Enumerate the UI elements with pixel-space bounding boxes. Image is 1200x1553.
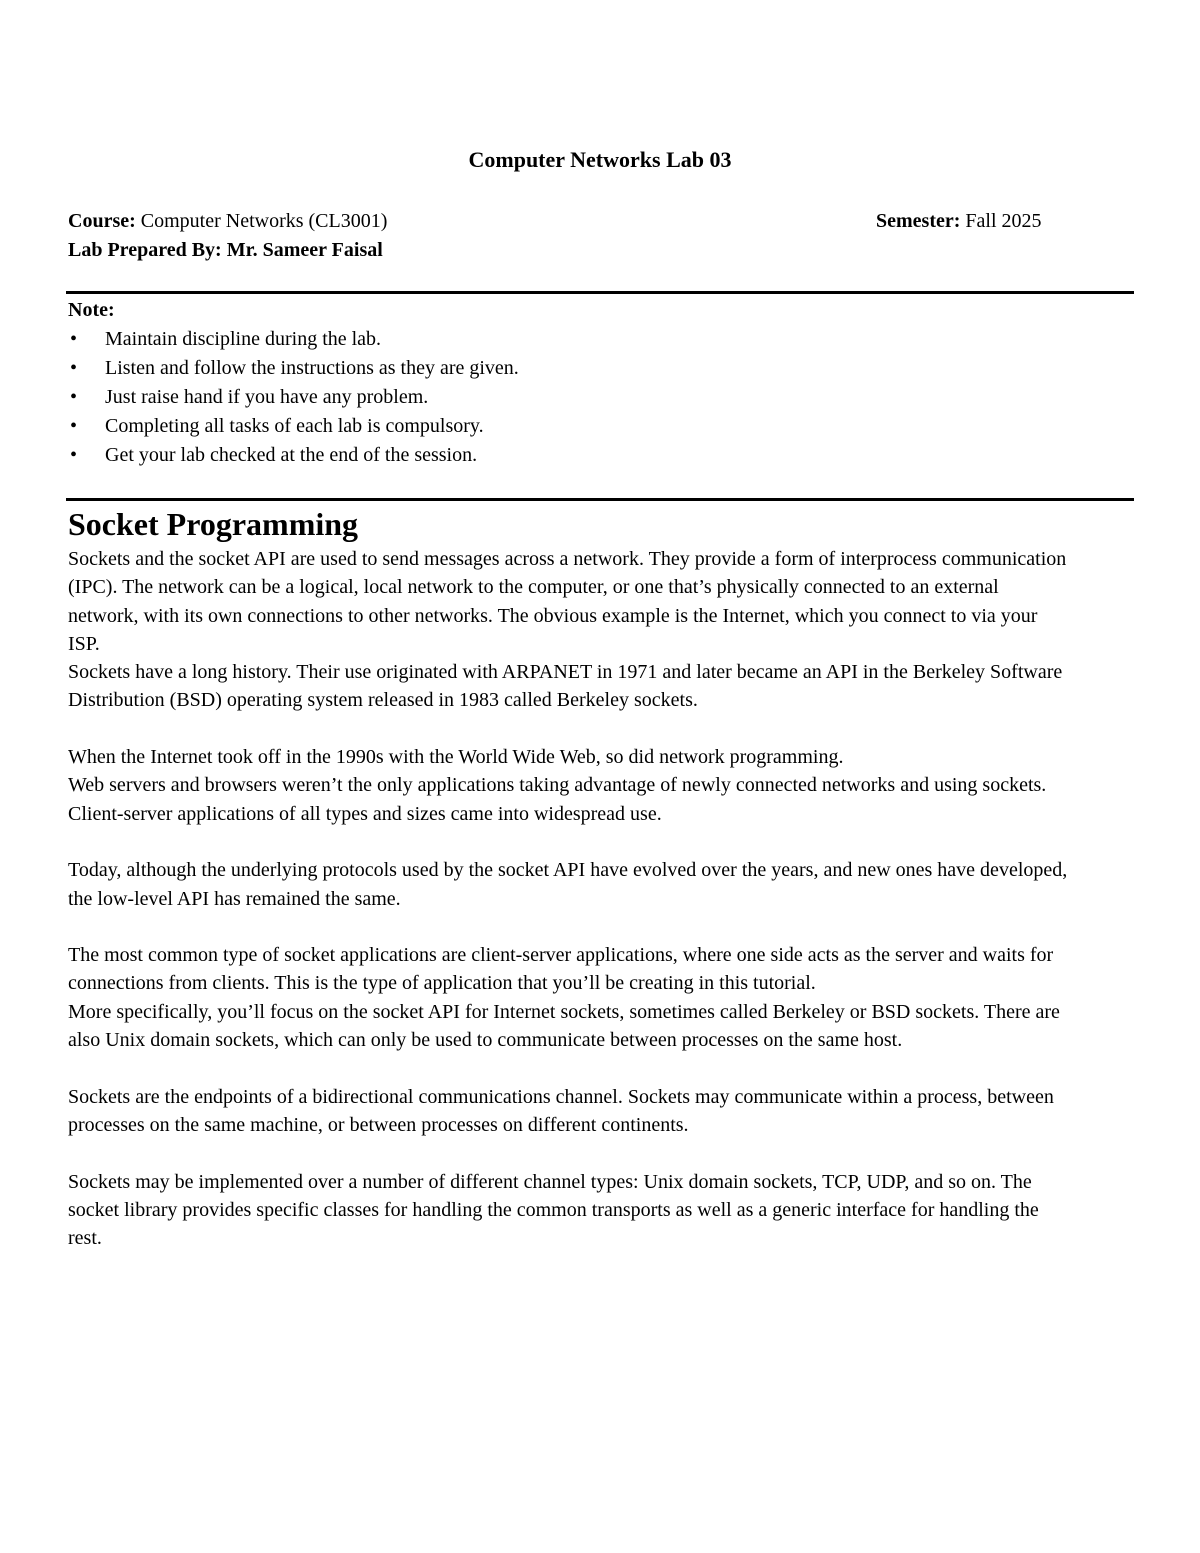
note-heading: Note:: [68, 299, 115, 321]
paragraph-spacer: [68, 1054, 1068, 1082]
paragraph-spacer: [68, 828, 1068, 856]
body-paragraph: Sockets may be implemented over a number of different channel types: Unix domain sockets, TCP, UDP, and so on. The socket library provides specific classes for handling the common transports as well as a generic interface for handling the rest.: [68, 1170, 1039, 1250]
course-label: Course:: [68, 210, 136, 232]
semester-label: Semester:: [876, 210, 961, 232]
note-item-text: Get your lab checked at the end of the session.: [105, 444, 478, 466]
course-value: Computer Networks (CL3001): [140, 210, 388, 232]
prepared-by-label: Lab Prepared By: Mr. Sameer Faisal: [68, 239, 383, 261]
semester-value: Fall 2025: [965, 210, 1042, 232]
list-item: [68, 383, 1128, 412]
note-block: [68, 296, 1128, 470]
body-paragraph: Today, although the underlying protocols used by the socket API have evolved over the years, and new ones have developed, the low-level API has remained the same.: [68, 859, 1068, 910]
note-item-text: Maintain discipline during the lab.: [105, 328, 382, 350]
list-item: [68, 412, 1128, 441]
list-item: [68, 354, 1128, 383]
bullet-icon: •: [70, 415, 78, 437]
body-paragraph: Sockets are the endpoints of a bidirectional communications channel. Sockets may communicate within a process, between processes on the same machine, or between processes on different continents.: [68, 1085, 1054, 1136]
bullet-icon: •: [70, 357, 78, 379]
top-divider: [66, 291, 1134, 294]
body-paragraph: When the Internet took off in the 1990s with the World Wide Web, so did network programming.: [68, 746, 844, 769]
note-list: [68, 325, 1128, 470]
body-paragraph: More specifically, you’ll focus on the socket API for Internet sockets, sometimes called Berkeley or BSD sockets. There are also Unix domain sockets, which can only be used to communicate between processes on the same host.: [68, 1000, 1060, 1052]
section-heading: Socket Programming: [68, 506, 359, 542]
semester-line: [876, 207, 1042, 235]
section-divider: [66, 498, 1134, 501]
note-item-text: Listen and follow the instructions as they are given.: [105, 357, 519, 379]
body-paragraph: Sockets have a long history. Their use originated with ARPANET in 1971 and later became an API in the Berkeley Software Distribution (BSD) operating system released in 1983 called Berkeley sockets.: [68, 661, 1063, 712]
section-body: [68, 545, 1068, 1252]
bullet-icon: •: [70, 444, 78, 466]
bullet-icon: •: [70, 328, 78, 350]
paragraph-spacer: [68, 715, 1068, 743]
body-paragraph: Sockets and the socket API are used to send messages across a network. They provide a form of interprocess communication (IPC). The network can be a logical, local network to the computer, or one that’s physically connected to an external network, with its own connections to other networks. The obvious example is the Internet, which you connect to via your ISP.: [68, 548, 1067, 655]
document-title: Computer Networks Lab 03: [468, 147, 732, 172]
paragraph-spacer: [68, 1139, 1068, 1167]
course-line: [68, 207, 387, 235]
body-paragraph: Web servers and browsers weren’t the only applications taking advantage of newly connected networks and using sockets. Client-server applications of all types and sizes came into widespread use.: [68, 774, 1047, 825]
list-item: [68, 325, 1128, 354]
paragraph-spacer: [68, 913, 1068, 941]
prepared-by-line: [68, 236, 383, 264]
note-item-text: Completing all tasks of each lab is compulsory.: [105, 415, 484, 437]
bullet-icon: •: [70, 386, 78, 408]
note-item-text: Just raise hand if you have any problem.: [105, 386, 429, 408]
body-paragraph: The most common type of socket applications are client-server applications, where one side acts as the server and waits for connections from clients. This is the type of application that you’ll be creating in this tutorial.: [68, 944, 1054, 995]
list-item: [68, 441, 1128, 470]
